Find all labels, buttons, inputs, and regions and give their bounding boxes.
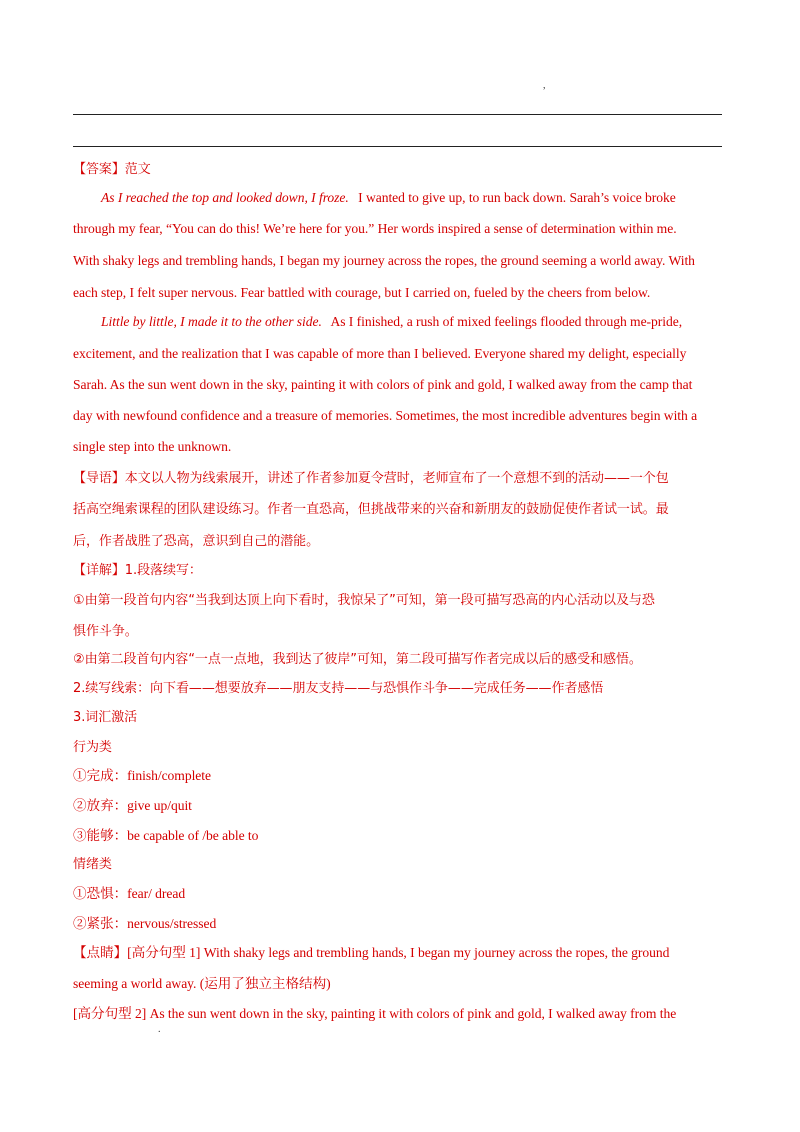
paragraph-2-text: As I finished, a rush of mixed feelings flooded through me-pride, (330, 314, 683, 329)
emotion-item-2: ②紧张：nervous/stressed (73, 916, 217, 931)
guide-line-2: 括高空绳索课程的团队建设练习。作者一直恐高，但挑战带来的兴奋和新朋友的鼓励促使作者试一试。最 (73, 502, 669, 517)
writing-clue: 2.续写线索：向下看——想要放弃——朋友支持——与恐惧作斗争——完成任务——作者感悟 (73, 681, 604, 696)
writing-line-2 (73, 146, 722, 147)
detail-heading: 【详解】1.段落续写： (73, 563, 202, 578)
paragraph-2-line-5: single step into the unknown. (73, 439, 232, 454)
detail-item-2: ②由第二段首句内容“一点一点地，我到达了彼岸”可知，第二段可描写作者完成以后的感受和感悟。 (73, 652, 642, 667)
paragraph-2-line-1 (101, 313, 761, 331)
paragraph-1-line-2: through my fear, “You can do this! We’re here for you.” Her words inspired a sense of determination within me. (73, 221, 677, 236)
guide-line-1: 【导语】本文以人物为线索展开，讲述了作者参加夏令营时，老师宣布了一个意想不到的活动——一个包 (73, 471, 669, 486)
paragraph-1-text: I wanted to give up, to run back down. Sarah’s voice broke (358, 190, 676, 205)
vocab-heading: 3.词汇激活 (73, 710, 138, 725)
highlight-line-1: 【点睛】[高分句型 1] With shaky legs and trembling hands, I began my journey across the ropes, the ground (73, 945, 670, 960)
detail-item-1-line-2: 惧作斗争。 (73, 624, 138, 639)
highlight-line-2: seeming a world away. (运用了独立主格结构) (73, 976, 331, 991)
header-mark: , (543, 80, 546, 91)
highlight-line-3: [高分句型 2] As the sun went down in the sky, painting it with colors of pink and gold, I walked away from the (73, 1006, 677, 1021)
behavior-item-3: ③能够：be capable of /be able to (73, 828, 259, 843)
emotion-heading: 情绪类 (73, 857, 112, 872)
detail-item-1-line-1: ①由第一段首句内容“当我到达顶上向下看时，我惊呆了”可知，第一段可描写恐高的内心活动以及与恐 (73, 593, 655, 608)
paragraph-2-lead: Little by little, I made it to the other side. (101, 314, 322, 329)
writing-line-1 (73, 114, 722, 115)
paragraph-2-line-3: Sarah. As the sun went down in the sky, painting it with colors of pink and gold, I walked away from the camp that (73, 377, 693, 392)
behavior-item-2: ②放弃：give up/quit (73, 798, 192, 813)
paragraph-1-lead: As I reached the top and looked down, I froze. (101, 190, 349, 205)
paragraph-1-line-1 (101, 189, 761, 207)
answer-label: 【答案】范文 (73, 162, 151, 177)
behavior-heading: 行为类 (73, 740, 112, 755)
paragraph-2-line-4: day with newfound confidence and a treasure of memories. Sometimes, the most incredible adventures begin with a (73, 408, 698, 423)
paragraph-1-line-3: With shaky legs and trembling hands, I began my journey across the ropes, the ground seeming a world away. With (73, 253, 695, 268)
guide-line-3: 后，作者战胜了恐高，意识到自己的潜能。 (73, 534, 320, 549)
paragraph-1-line-4: each step, I felt super nervous. Fear battled with courage, but I carried on, fueled by the cheers from below. (73, 285, 651, 300)
footer-mark: . (158, 1024, 161, 1035)
emotion-item-1: ①恐惧：fear/ dread (73, 886, 186, 901)
behavior-item-1: ①完成：finish/complete (73, 768, 211, 783)
paragraph-2-line-2: excitement, and the realization that I was capable of more than I believed. Everyone shared my delight, especially (73, 346, 687, 361)
